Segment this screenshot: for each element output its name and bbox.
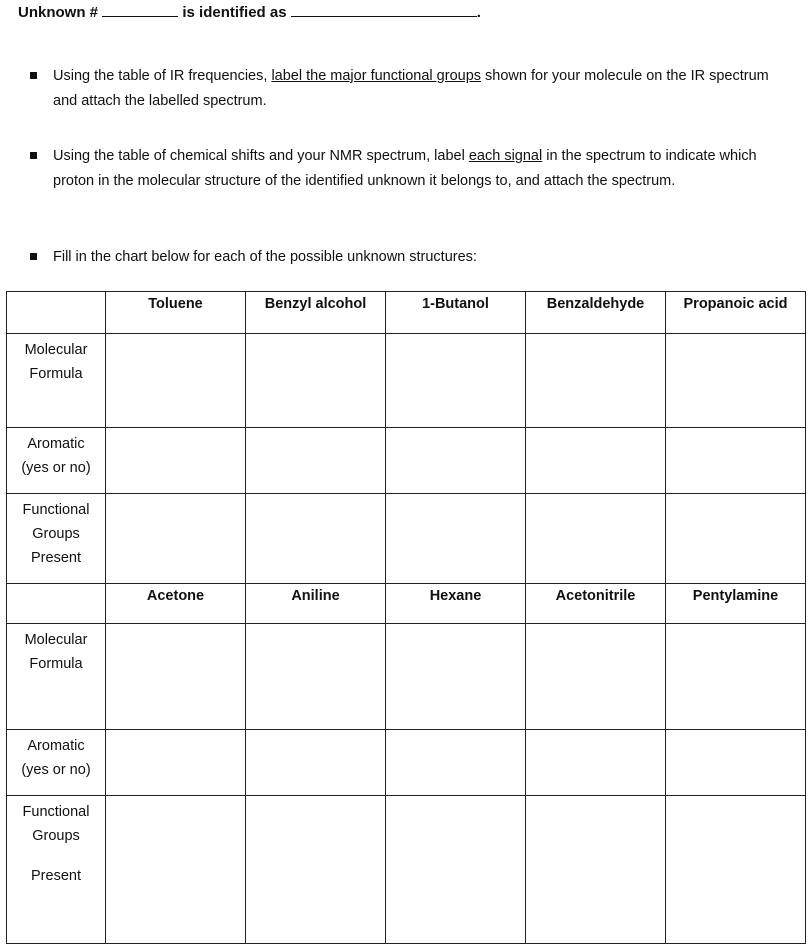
answer-cell[interactable] <box>666 796 806 944</box>
instruction-nmr <box>53 144 793 194</box>
answer-cell[interactable] <box>526 428 666 494</box>
instruction-text: Fill in the chart below for each of the possible unknown structures: <box>53 249 477 265</box>
row-label: Molecular Formula <box>7 624 106 730</box>
answer-cell[interactable] <box>526 730 666 796</box>
answer-cell[interactable] <box>386 796 526 944</box>
answer-cell[interactable] <box>106 428 246 494</box>
answer-cell[interactable] <box>246 334 386 428</box>
compound-header: Acetonitrile <box>526 584 666 624</box>
table-row <box>7 494 806 584</box>
table-header-row <box>7 292 806 334</box>
row-label: Aromatic (yes or no) <box>7 730 106 796</box>
answer-cell[interactable] <box>386 334 526 428</box>
answer-cell[interactable] <box>526 334 666 428</box>
identified-as-label: is identified as <box>182 4 287 21</box>
unknowns-chart <box>6 291 806 944</box>
answer-cell[interactable] <box>386 624 526 730</box>
compound-header: Benzaldehyde <box>526 292 666 334</box>
bullet-marker <box>30 253 37 260</box>
instruction-emphasis: label the major functional groups <box>271 68 482 84</box>
table-row <box>7 796 806 944</box>
compound-header: Toluene <box>106 292 246 334</box>
compound-header: Benzyl alcohol <box>246 292 386 334</box>
instruction-emphasis: each signal <box>468 148 543 164</box>
answer-cell[interactable] <box>106 494 246 584</box>
instruction-text: Using the table of chemical shifts and your NMR spectrum, label <box>53 148 469 164</box>
table-row <box>7 334 806 428</box>
corner-cell <box>7 292 106 334</box>
table-row <box>7 624 806 730</box>
instruction-chart <box>53 245 793 270</box>
bullet-marker <box>30 152 37 159</box>
answer-cell[interactable] <box>666 624 806 730</box>
header-period: . <box>476 4 481 21</box>
instruction-ir <box>53 64 793 114</box>
row-label: Aromatic (yes or no) <box>7 428 106 494</box>
answer-cell[interactable] <box>246 624 386 730</box>
compound-header: Hexane <box>386 584 526 624</box>
answer-cell[interactable] <box>666 334 806 428</box>
answer-cell[interactable] <box>666 730 806 796</box>
answer-cell[interactable] <box>106 730 246 796</box>
answer-cell[interactable] <box>246 494 386 584</box>
table-header-row <box>7 584 806 624</box>
answer-cell[interactable] <box>386 428 526 494</box>
row-label: Molecular Formula <box>7 334 106 428</box>
answer-cell[interactable] <box>106 334 246 428</box>
instruction-text: shown for your molecule on the IR spectrum and attach the labelled spectrum. <box>53 68 769 109</box>
answer-cell[interactable] <box>246 730 386 796</box>
compound-header: Acetone <box>106 584 246 624</box>
answer-cell[interactable] <box>386 494 526 584</box>
answer-cell[interactable] <box>106 624 246 730</box>
answer-cell[interactable] <box>246 796 386 944</box>
compound-header: Propanoic acid <box>666 292 806 334</box>
compound-header: 1-Butanol <box>386 292 526 334</box>
answer-cell[interactable] <box>526 796 666 944</box>
answer-cell[interactable] <box>526 624 666 730</box>
answer-cell[interactable] <box>666 494 806 584</box>
compound-header: Aniline <box>246 584 386 624</box>
identified-compound-blank[interactable] <box>291 2 477 17</box>
unknown-label: Unknown # <box>18 4 99 21</box>
answer-cell[interactable] <box>246 428 386 494</box>
instruction-text: in the spectrum to indicate which proton in the molecular structure of the identified unknown it belongs to, and attach the spectrum. <box>53 148 757 189</box>
table-row <box>7 428 806 494</box>
unknown-identification-line <box>18 2 481 21</box>
answer-cell[interactable] <box>106 796 246 944</box>
answer-cell[interactable] <box>386 730 526 796</box>
answer-cell[interactable] <box>666 428 806 494</box>
corner-cell <box>7 584 106 624</box>
row-label: Functional Groups Present <box>7 494 106 584</box>
table-row <box>7 730 806 796</box>
answer-cell[interactable] <box>526 494 666 584</box>
row-label: Functional Groups Present <box>7 796 106 944</box>
compound-header: Pentylamine <box>666 584 806 624</box>
instruction-text: Using the table of IR frequencies, <box>53 68 272 84</box>
bullet-marker <box>30 72 37 79</box>
unknown-number-blank[interactable] <box>102 2 178 17</box>
